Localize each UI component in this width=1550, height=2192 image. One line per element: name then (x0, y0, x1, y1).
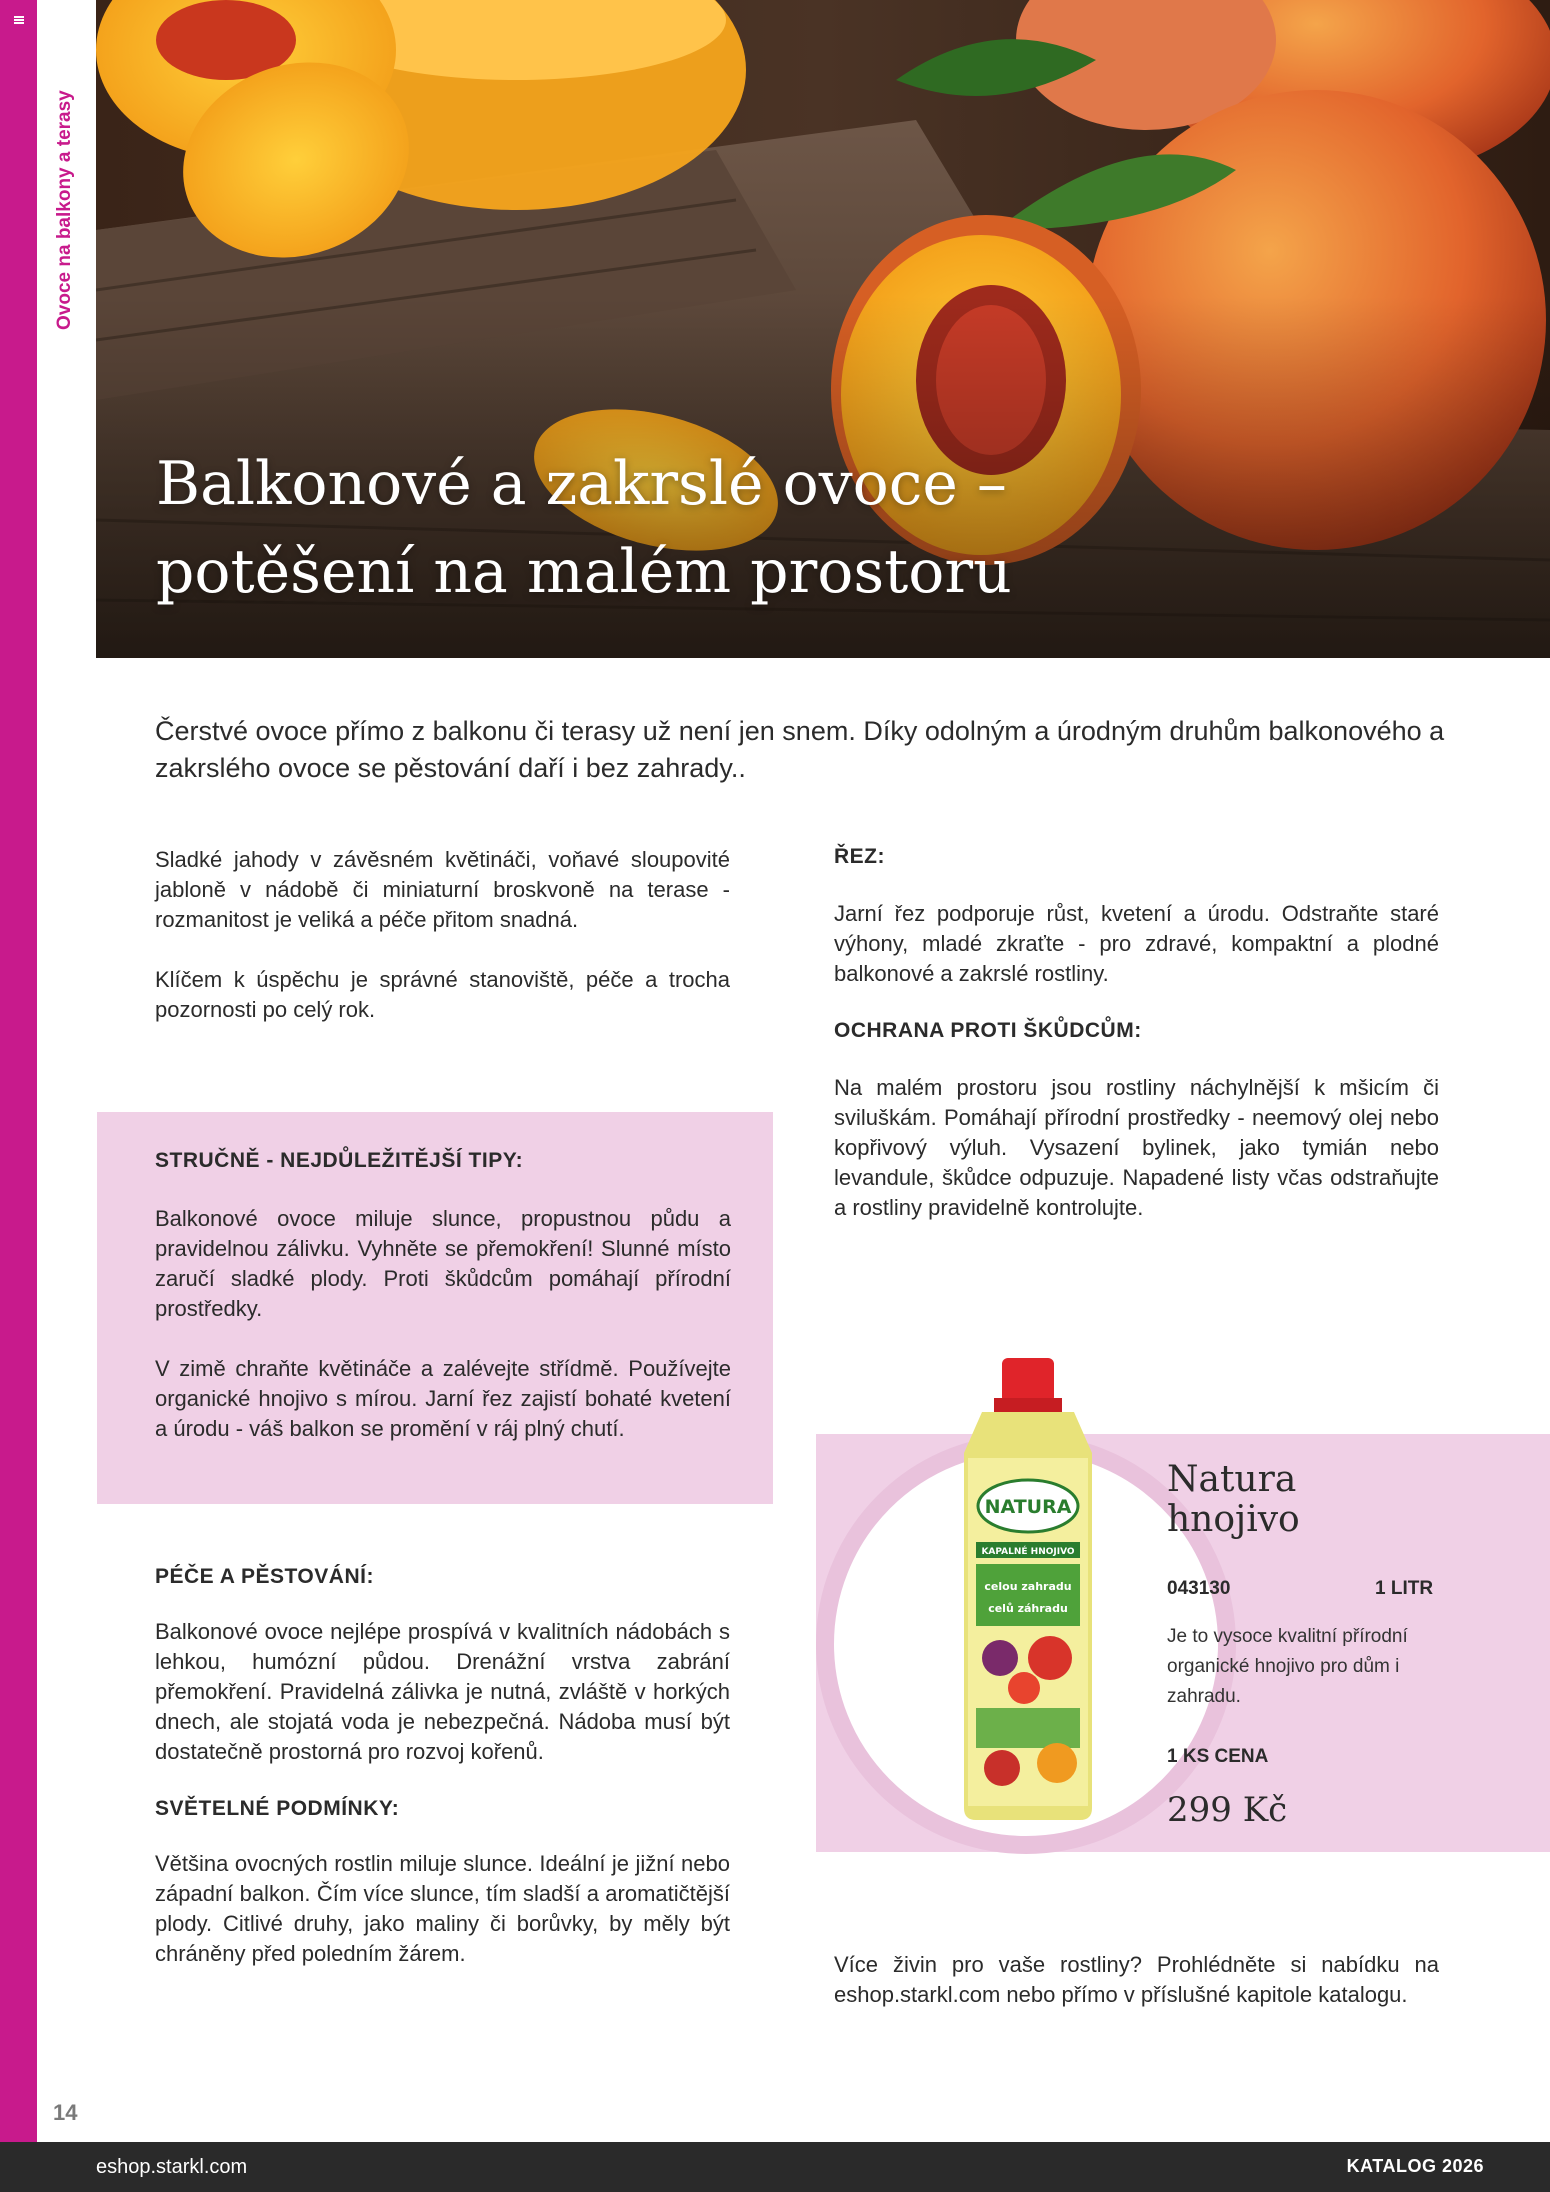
product-name (1167, 1460, 1300, 1540)
page-title (156, 440, 1256, 616)
product-price-label: 1 KS CENA (1167, 1746, 1269, 1767)
tips-paragraph-1: Balkonové ovoce miluje slunce, propustnou půdu a pravidelnou zálivku. Vyhněte se přemokření! Slunné místo zaručí sladké plody. Proti škůdcům pomáhají přírodní prostředky. (155, 1206, 731, 1321)
menu-icon[interactable] (14, 16, 24, 24)
more-nutrients-text: Více živin pro vaše rostliny? Prohlédněte si nabídku na eshop.starkl.com nebo přímo v příslušné kapitole katalogu. (834, 1952, 1439, 2007)
product-price: 299 Kč (1167, 1790, 1288, 1830)
bottle-line-1: celou zahradu (984, 1580, 1072, 1593)
tips-body (155, 1204, 731, 1474)
bottle-tag: KAPALNÉ HNOJIVO (981, 1547, 1075, 1557)
tips-box (97, 1112, 773, 1504)
cut-text: Jarní řez podporuje růst, kvetení a úrodu. Odstraňte staré výhony, mladé zkraťte - pro zdravé, kompaktní a plodné balkonové a zakrslé rostliny. (834, 901, 1439, 986)
product-name-line-1: Natura (1167, 1459, 1297, 1500)
intro-text: Čerstvé ovoce přímo z balkonu či terasy už není jen snem. Díky odolným a úrodným druhům balkonového a zakrslého ovoce se pěstování daří i bez zahrady.. (155, 716, 1445, 783)
care-heading: PÉČE A PĚSTOVÁNÍ: (155, 1565, 374, 1588)
cut-heading: ŘEZ: (834, 845, 885, 868)
bottle-brand: NATURA (984, 1496, 1072, 1518)
product-name-line-2: hnojivo (1167, 1499, 1300, 1540)
light-heading: SVĚTELNÉ PODMÍNKY: (155, 1797, 400, 1820)
footer-catalog-label: KATALOG 2026 (1346, 2156, 1484, 2176)
right-column (834, 845, 1439, 1253)
side-accent-bar (0, 0, 37, 2142)
section-label: Ovoce na balkony a terasy (54, 90, 75, 330)
page-title-line-2: potěšení na malém prostoru (156, 537, 1012, 607)
hero-image (96, 0, 1550, 658)
page-title-line-1: Balkonové a zakrslé ovoce – (156, 449, 1007, 519)
left-paragraph-1: Sladké jahody v závěsném květináči, voňavé sloupovité jabloně v nádobě či miniaturní broskvoně na terase - rozmanitost je veliká a péče přitom snadná. (155, 847, 730, 932)
product-description: Je to vysoce kvalitní přírodní organické hnojivo pro dům i zahradu. (1167, 1626, 1408, 1707)
left-intro-section (155, 845, 730, 1055)
light-text: Většina ovocných rostlin miluje slunce. Ideální je jižní nebo západní balkon. Čím více slunce, tím sladší a aromatičtější plody. Citlivé druhy, jako maliny či borůvky, by měly být chráněny před poledním žárem. (155, 1851, 730, 1966)
pest-heading: OCHRANA PROTI ŠKŮDCŮM: (834, 1019, 1142, 1042)
page-number: 14 (53, 2100, 78, 2125)
more-nutrients-note (834, 1950, 1439, 2040)
care-text: Balkonové ovoce nejlépe prospívá v kvalitních nádobách s lehkou, humózní půdou. Drenážní vrstva zabrání přemokření. Pravidelná zálivka je nutná, zvláště v horkých dnech, ale stojatá voda je nebezpečná. Nádoba musí být dostatečně prostorná pro rozvoj kořenů. (155, 1619, 730, 1764)
product-code: 043130 (1167, 1578, 1231, 1599)
footer (0, 2142, 1550, 2192)
pest-text: Na malém prostoru jsou rostliny náchylnější k mšicím či sviluškám. Pomáhají přírodní prostředky - neemový olej nebo kopřivový výluh. Vysazení bylinek, jako tymián nebo levandule, škůdce odpuzuje. Napadené listy včas odstraňujte a rostliny pravidelně kontrolujte. (834, 1075, 1439, 1220)
bottle-line-2: celů záhradu (988, 1602, 1068, 1615)
product-size: 1 LITR (1375, 1578, 1434, 1599)
care-section (155, 1565, 730, 1999)
left-paragraph-2: Klíčem k úspěchu je správné stanoviště, péče a trocha pozornosti po celý rok. (155, 967, 730, 1022)
footer-eshop-link[interactable]: eshop.starkl.com (96, 2156, 248, 2178)
product-bottle-image (942, 1358, 1114, 1822)
tips-heading: STRUČNĚ - NEJDŮLEŽITĚJŠÍ TIPY: (155, 1149, 524, 1172)
tips-paragraph-2: V zimě chraňte květináče a zalévejte střídmě. Používejte organické hnojivo s mírou. Jarní řez zajistí bohaté kvetení a úrodu - váš balkon se promění v ráj plný chutí. (155, 1356, 731, 1441)
